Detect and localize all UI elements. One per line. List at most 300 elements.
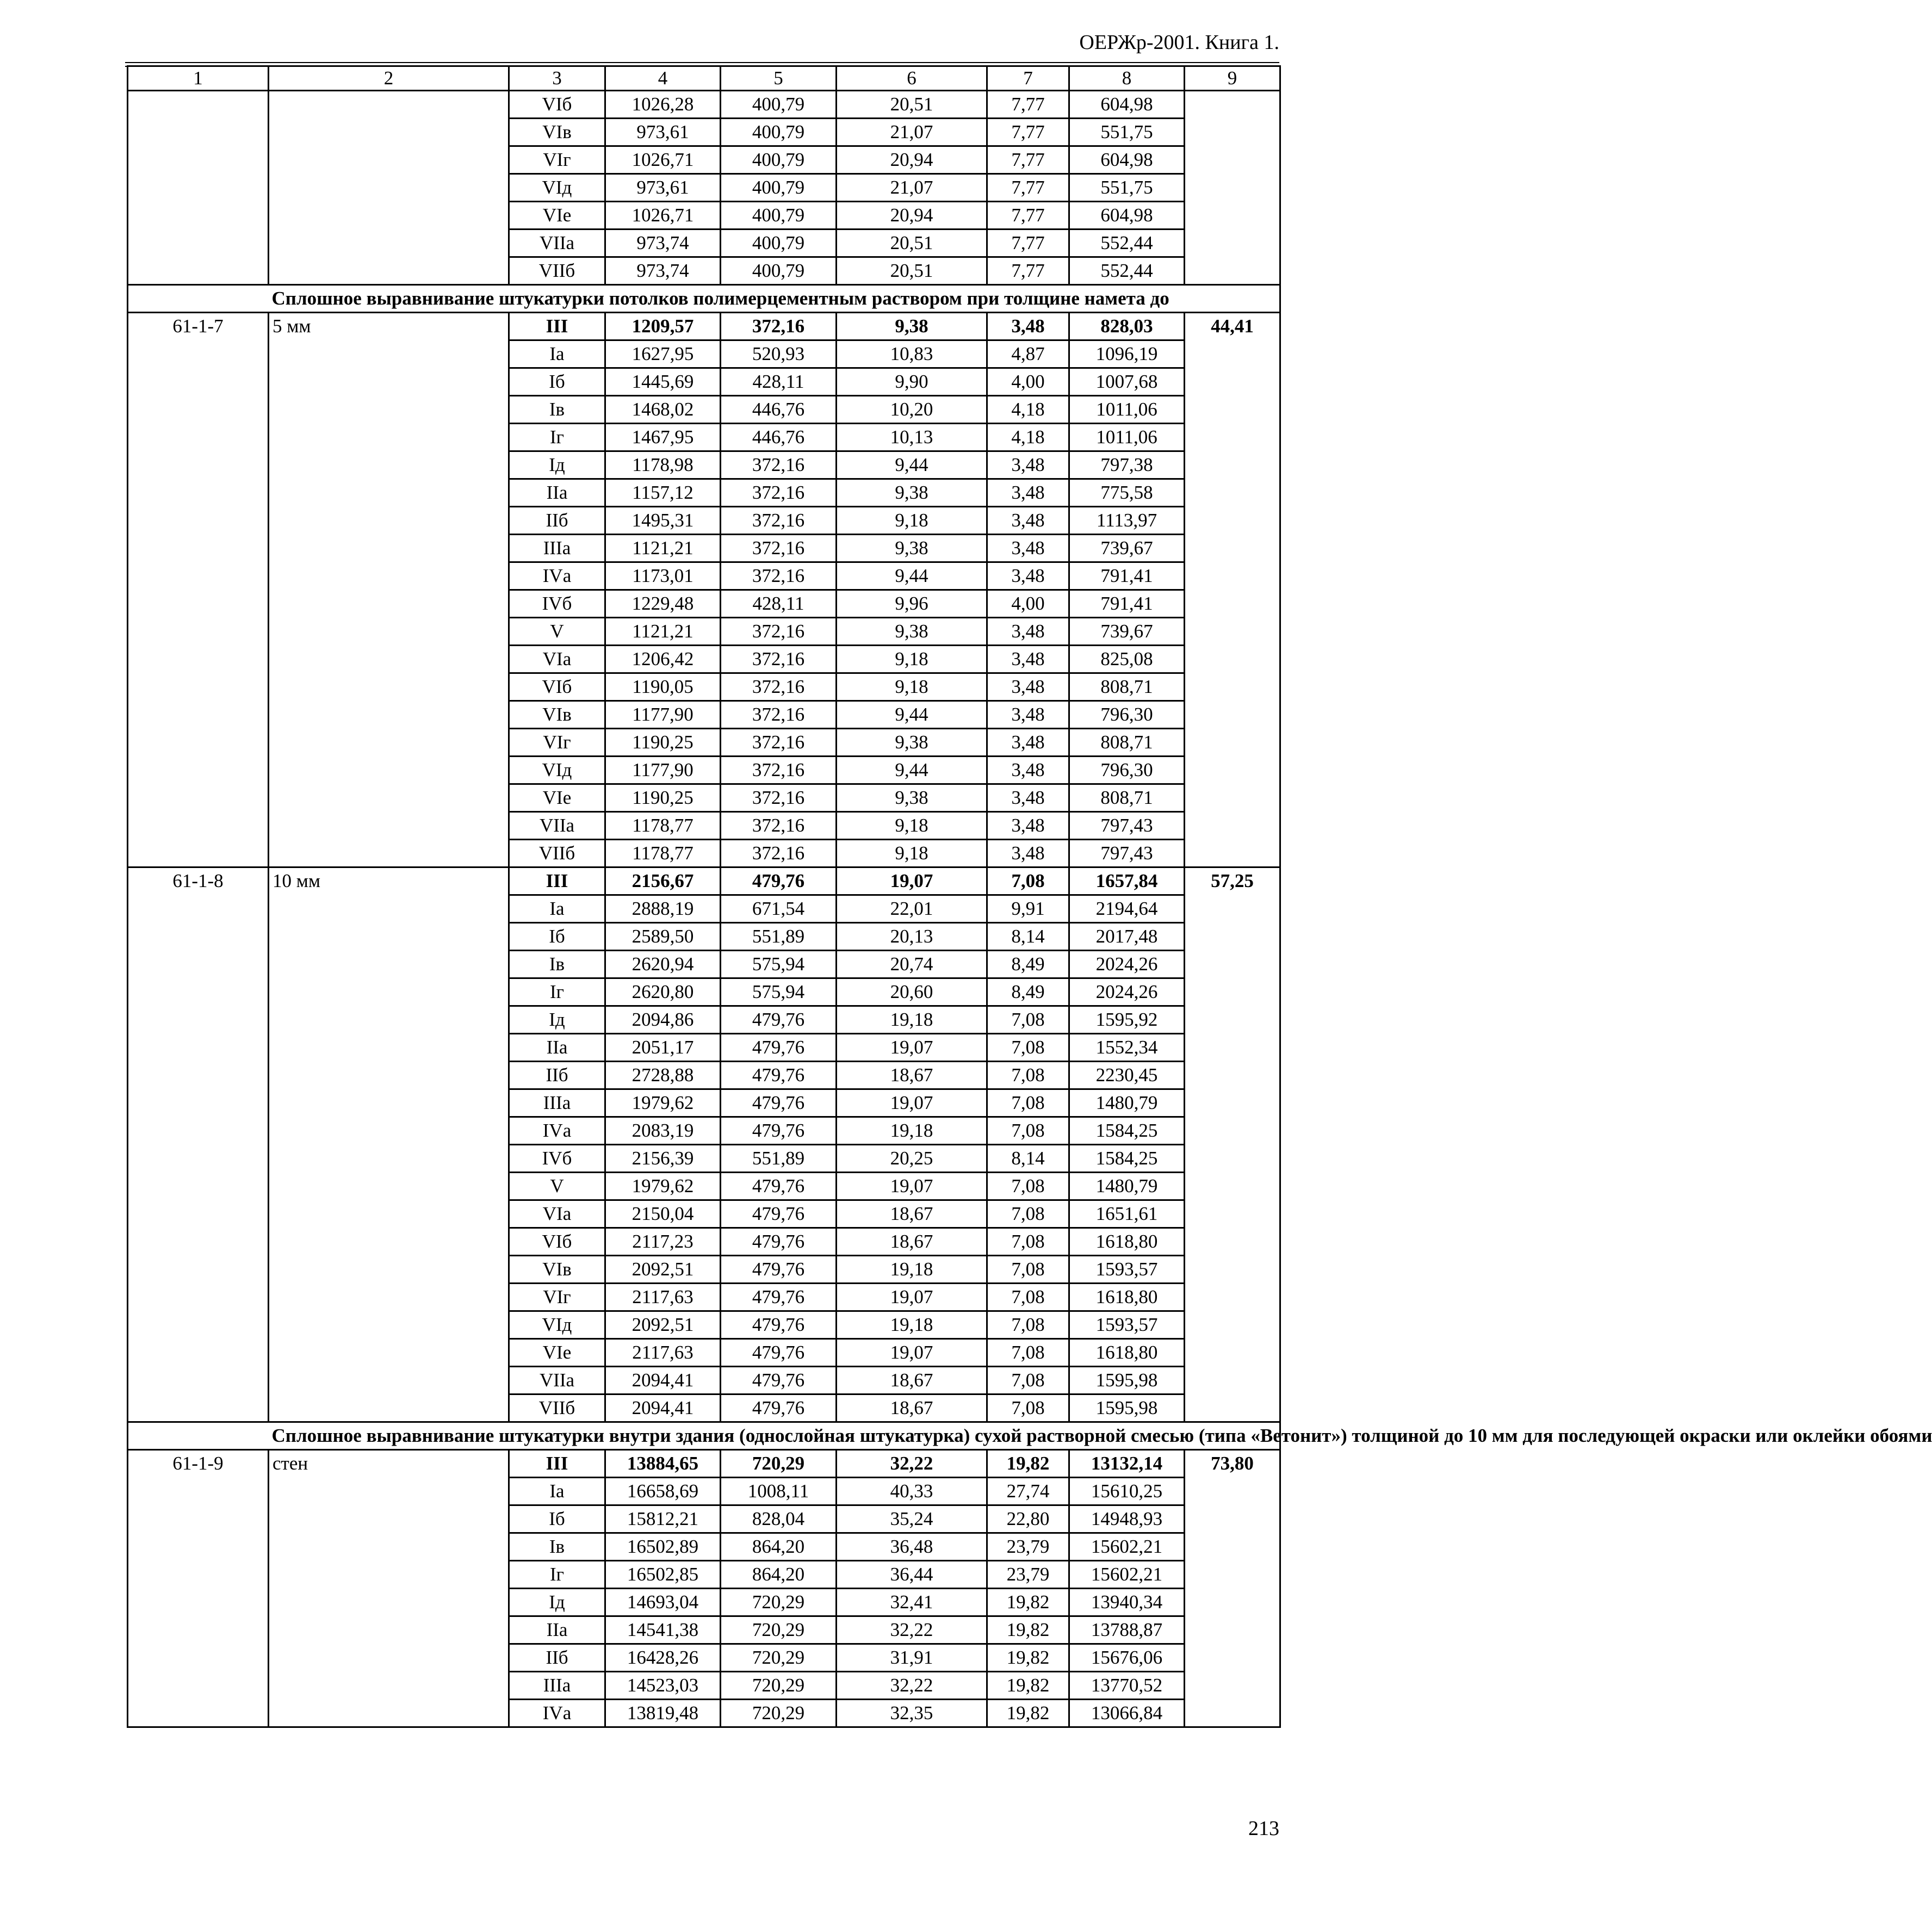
cell-region-code: VIIб <box>509 840 605 867</box>
cell-direct-cost: 2620,80 <box>605 978 721 1006</box>
cell-region-code: VIд <box>509 174 605 202</box>
cell-machine-cost: 32,22 <box>837 1672 987 1700</box>
cell-material-cost: 15610,25 <box>1069 1478 1185 1505</box>
cell-direct-cost: 1190,25 <box>605 784 721 812</box>
cell-machine-labor-cost: 7,08 <box>987 1367 1069 1394</box>
cell-machine-cost: 19,07 <box>837 1173 987 1200</box>
cell-labor-cost: 372,16 <box>721 729 837 757</box>
cell-machine-labor-cost: 7,77 <box>987 230 1069 257</box>
cell-machine-cost: 36,44 <box>837 1561 987 1589</box>
cell-region-code: V <box>509 618 605 646</box>
cell-region-code: VIIа <box>509 1367 605 1394</box>
cell-machine-cost: 9,38 <box>837 535 987 562</box>
cell-direct-cost: 1177,90 <box>605 757 721 784</box>
cell-labor-cost: 372,16 <box>721 701 837 729</box>
cell-material-cost: 828,03 <box>1069 313 1185 340</box>
cell-labor-cost: 479,76 <box>721 1117 837 1145</box>
cell-machine-labor-cost: 19,82 <box>987 1644 1069 1672</box>
cell-material-cost: 791,41 <box>1069 562 1185 590</box>
cell-machine-cost: 10,20 <box>837 396 987 424</box>
cell-machine-labor-cost: 19,82 <box>987 1672 1069 1700</box>
cell-region-code: III <box>509 867 605 895</box>
cell-labor-cost: 400,79 <box>721 202 837 230</box>
cell-machine-cost: 21,07 <box>837 119 987 146</box>
cell-machine-cost: 19,18 <box>837 1006 987 1034</box>
cell-machine-labor-cost: 3,48 <box>987 840 1069 867</box>
cell-labor-cost: 720,29 <box>721 1450 837 1478</box>
cell-machine-cost: 9,18 <box>837 840 987 867</box>
header-rule-top <box>125 62 1279 63</box>
cell-machine-labor-cost: 8,14 <box>987 923 1069 951</box>
cell-machine-cost: 18,67 <box>837 1200 987 1228</box>
cell-direct-cost: 2094,41 <box>605 1394 721 1422</box>
cell-material-cost: 552,44 <box>1069 230 1185 257</box>
cell-direct-cost: 2117,63 <box>605 1339 721 1367</box>
cell-region-code: VIг <box>509 146 605 174</box>
cell-material-cost: 1584,25 <box>1069 1117 1185 1145</box>
cell-direct-cost: 15812,21 <box>605 1505 721 1533</box>
cell-machine-cost: 20,60 <box>837 978 987 1006</box>
cell-region-code: VIд <box>509 757 605 784</box>
cell-machine-cost: 20,51 <box>837 257 987 285</box>
cell-code: 61-1-8 <box>128 867 269 1422</box>
cell-material-cost: 797,43 <box>1069 812 1185 840</box>
cell-machine-labor-cost: 7,08 <box>987 1089 1069 1117</box>
cell-machine-labor-cost: 19,82 <box>987 1589 1069 1616</box>
cell-direct-cost: 1121,21 <box>605 618 721 646</box>
cell-labor-cost: 864,20 <box>721 1561 837 1589</box>
cell-col9 <box>1185 91 1280 285</box>
cell-material-cost: 1618,80 <box>1069 1339 1185 1367</box>
cell-machine-cost: 32,22 <box>837 1450 987 1478</box>
cell-labor-cost: 400,79 <box>721 257 837 285</box>
cell-labor-cost: 428,11 <box>721 590 837 618</box>
cell-direct-cost: 1467,95 <box>605 424 721 451</box>
cell-region-code: III <box>509 1450 605 1478</box>
cell-labor-cost: 446,76 <box>721 424 837 451</box>
cell-material-cost: 1480,79 <box>1069 1173 1185 1200</box>
cell-col9: 73,80 <box>1185 1450 1280 1727</box>
cell-code: 61-1-9 <box>128 1450 269 1727</box>
cell-direct-cost: 2150,04 <box>605 1200 721 1228</box>
cell-machine-labor-cost: 3,48 <box>987 479 1069 507</box>
cell-labor-cost: 400,79 <box>721 119 837 146</box>
cell-material-cost: 604,98 <box>1069 146 1185 174</box>
cell-direct-cost: 1209,57 <box>605 313 721 340</box>
cell-direct-cost: 2156,67 <box>605 867 721 895</box>
cell-region-code: Iа <box>509 340 605 368</box>
cell-region-code: Iа <box>509 1478 605 1505</box>
cell-region-code: Iг <box>509 424 605 451</box>
cell-machine-labor-cost: 3,48 <box>987 535 1069 562</box>
cell-material-cost: 15602,21 <box>1069 1561 1185 1589</box>
cell-machine-cost: 20,74 <box>837 951 987 978</box>
cell-labor-cost: 400,79 <box>721 230 837 257</box>
cell-machine-labor-cost: 22,80 <box>987 1505 1069 1533</box>
cell-code <box>128 91 269 285</box>
cell-direct-cost: 14523,03 <box>605 1672 721 1700</box>
cell-material-cost: 1618,80 <box>1069 1228 1185 1256</box>
cell-region-code: Iб <box>509 368 605 396</box>
cell-machine-cost: 19,07 <box>837 1034 987 1062</box>
cell-direct-cost: 1157,12 <box>605 479 721 507</box>
cell-labor-cost: 720,29 <box>721 1700 837 1727</box>
cell-machine-labor-cost: 7,08 <box>987 1034 1069 1062</box>
cell-labor-cost: 479,76 <box>721 867 837 895</box>
cell-labor-cost: 372,16 <box>721 535 837 562</box>
cell-region-code: IVб <box>509 1145 605 1173</box>
cell-labor-cost: 720,29 <box>721 1672 837 1700</box>
cell-labor-cost: 479,76 <box>721 1256 837 1284</box>
cell-labor-cost: 479,76 <box>721 1062 837 1089</box>
cell-labor-cost: 479,76 <box>721 1311 837 1339</box>
cell-region-code: VIIб <box>509 257 605 285</box>
cell-machine-labor-cost: 8,49 <box>987 951 1069 978</box>
cell-direct-cost: 2888,19 <box>605 895 721 923</box>
cell-direct-cost: 973,74 <box>605 230 721 257</box>
cell-machine-labor-cost: 4,18 <box>987 396 1069 424</box>
cell-region-code: Iб <box>509 1505 605 1533</box>
cell-machine-labor-cost: 4,00 <box>987 368 1069 396</box>
cell-material-cost: 1480,79 <box>1069 1089 1185 1117</box>
cell-direct-cost: 2092,51 <box>605 1256 721 1284</box>
table-row <box>128 1450 1280 1478</box>
cell-direct-cost: 1206,42 <box>605 646 721 673</box>
cell-machine-labor-cost: 19,82 <box>987 1450 1069 1478</box>
cell-machine-labor-cost: 23,79 <box>987 1561 1069 1589</box>
cell-machine-cost: 20,13 <box>837 923 987 951</box>
column-number-5: 5 <box>721 66 837 91</box>
section-title: Сплошное выравнивание штукатурки потолков полимерцементным раствором при толщине намета до <box>269 285 1280 313</box>
cell-material-cost: 15602,21 <box>1069 1533 1185 1561</box>
cell-labor-cost: 551,89 <box>721 1145 837 1173</box>
cell-direct-cost: 2094,41 <box>605 1367 721 1394</box>
cell-material-cost: 1096,19 <box>1069 340 1185 368</box>
cell-direct-cost: 2156,39 <box>605 1145 721 1173</box>
cell-region-code: VIв <box>509 119 605 146</box>
cell-labor-cost: 400,79 <box>721 174 837 202</box>
cell-machine-labor-cost: 7,08 <box>987 867 1069 895</box>
cell-region-code: Iг <box>509 1561 605 1589</box>
cell-material-cost: 14948,93 <box>1069 1505 1185 1533</box>
cell-labor-cost: 720,29 <box>721 1616 837 1644</box>
cell-material-cost: 604,98 <box>1069 91 1185 119</box>
cell-material-cost: 2194,64 <box>1069 895 1185 923</box>
cell-machine-cost: 18,67 <box>837 1367 987 1394</box>
cell-machine-cost: 19,07 <box>837 867 987 895</box>
cell-direct-cost: 1026,28 <box>605 91 721 119</box>
cell-material-cost: 2017,48 <box>1069 923 1185 951</box>
cell-labor-cost: 372,16 <box>721 451 837 479</box>
cell-machine-cost: 20,25 <box>837 1145 987 1173</box>
cell-machine-labor-cost: 19,82 <box>987 1616 1069 1644</box>
cell-direct-cost: 1026,71 <box>605 202 721 230</box>
cell-labor-cost: 446,76 <box>721 396 837 424</box>
cell-material-cost: 2024,26 <box>1069 978 1185 1006</box>
cell-direct-cost: 1495,31 <box>605 507 721 535</box>
cell-material-cost: 1011,06 <box>1069 424 1185 451</box>
cell-material-cost: 1651,61 <box>1069 1200 1185 1228</box>
cell-machine-labor-cost: 7,77 <box>987 146 1069 174</box>
cell-name: 5 мм <box>269 313 509 867</box>
cell-labor-cost: 372,16 <box>721 757 837 784</box>
cell-machine-labor-cost: 3,48 <box>987 646 1069 673</box>
cell-machine-labor-cost: 4,00 <box>987 590 1069 618</box>
cell-col9: 44,41 <box>1185 313 1280 867</box>
cell-material-cost: 808,71 <box>1069 673 1185 701</box>
cell-machine-cost: 32,41 <box>837 1589 987 1616</box>
column-number-8: 8 <box>1069 66 1185 91</box>
cell-direct-cost: 2094,86 <box>605 1006 721 1034</box>
section-indent <box>128 1422 269 1450</box>
cell-direct-cost: 14693,04 <box>605 1589 721 1616</box>
cell-region-code: IVб <box>509 590 605 618</box>
cell-machine-labor-cost: 3,48 <box>987 313 1069 340</box>
column-number-9: 9 <box>1185 66 1280 91</box>
cell-material-cost: 1595,92 <box>1069 1006 1185 1034</box>
cell-machine-labor-cost: 3,48 <box>987 757 1069 784</box>
cell-region-code: VIб <box>509 673 605 701</box>
cell-region-code: VIв <box>509 1256 605 1284</box>
cell-direct-cost: 16658,69 <box>605 1478 721 1505</box>
cell-machine-cost: 9,90 <box>837 368 987 396</box>
cell-labor-cost: 372,16 <box>721 784 837 812</box>
cell-machine-cost: 9,44 <box>837 757 987 784</box>
cell-material-cost: 808,71 <box>1069 729 1185 757</box>
cell-region-code: VIе <box>509 1339 605 1367</box>
cell-direct-cost: 1627,95 <box>605 340 721 368</box>
cell-machine-cost: 20,94 <box>837 146 987 174</box>
cell-labor-cost: 720,29 <box>721 1644 837 1672</box>
cell-direct-cost: 16428,26 <box>605 1644 721 1672</box>
cell-region-code: V <box>509 1173 605 1200</box>
cell-machine-labor-cost: 7,77 <box>987 91 1069 119</box>
cell-direct-cost: 13819,48 <box>605 1700 721 1727</box>
cell-machine-cost: 9,96 <box>837 590 987 618</box>
cell-labor-cost: 828,04 <box>721 1505 837 1533</box>
column-number-row <box>128 66 1280 91</box>
cell-machine-cost: 32,35 <box>837 1700 987 1727</box>
cell-machine-labor-cost: 7,77 <box>987 257 1069 285</box>
cell-labor-cost: 479,76 <box>721 1006 837 1034</box>
cell-material-cost: 796,30 <box>1069 757 1185 784</box>
cell-labor-cost: 372,16 <box>721 507 837 535</box>
cell-region-code: III <box>509 313 605 340</box>
table-row <box>128 867 1280 895</box>
cell-direct-cost: 1979,62 <box>605 1173 721 1200</box>
cell-region-code: IIа <box>509 479 605 507</box>
cell-machine-cost: 18,67 <box>837 1228 987 1256</box>
cell-labor-cost: 520,93 <box>721 340 837 368</box>
cell-machine-cost: 9,18 <box>837 507 987 535</box>
cell-material-cost: 13940,34 <box>1069 1589 1185 1616</box>
cell-material-cost: 1007,68 <box>1069 368 1185 396</box>
cell-direct-cost: 1190,25 <box>605 729 721 757</box>
column-number-1: 1 <box>128 66 269 91</box>
cell-labor-cost: 479,76 <box>721 1394 837 1422</box>
cell-region-code: IIа <box>509 1616 605 1644</box>
cell-material-cost: 1552,34 <box>1069 1034 1185 1062</box>
cell-machine-cost: 35,24 <box>837 1505 987 1533</box>
section-title: Сплошное выравнивание штукатурки внутри здания (однослойная штукатурка) сухой растворной смесью (типа «Ветонит») толщиной до 10 мм для последующей окраски или оклейки обоями <box>269 1422 1280 1450</box>
cell-machine-cost: 10,13 <box>837 424 987 451</box>
cell-machine-labor-cost: 4,87 <box>987 340 1069 368</box>
cell-material-cost: 739,67 <box>1069 618 1185 646</box>
cell-direct-cost: 1178,98 <box>605 451 721 479</box>
cell-labor-cost: 671,54 <box>721 895 837 923</box>
cell-machine-labor-cost: 4,18 <box>987 424 1069 451</box>
cell-region-code: Iб <box>509 923 605 951</box>
cell-direct-cost: 2051,17 <box>605 1034 721 1062</box>
cell-region-code: Iа <box>509 895 605 923</box>
cell-machine-labor-cost: 7,08 <box>987 1117 1069 1145</box>
cell-machine-cost: 9,38 <box>837 784 987 812</box>
cell-direct-cost: 16502,85 <box>605 1561 721 1589</box>
cell-material-cost: 739,67 <box>1069 535 1185 562</box>
cell-region-code: IIб <box>509 1062 605 1089</box>
cell-machine-cost: 22,01 <box>837 895 987 923</box>
cell-direct-cost: 1229,48 <box>605 590 721 618</box>
section-row <box>128 1422 1280 1450</box>
cell-labor-cost: 479,76 <box>721 1228 837 1256</box>
cell-region-code: IIIа <box>509 535 605 562</box>
cell-labor-cost: 372,16 <box>721 618 837 646</box>
cell-machine-labor-cost: 7,08 <box>987 1062 1069 1089</box>
section-row <box>128 285 1280 313</box>
rates-table-body <box>128 66 1932 1727</box>
column-number-4: 4 <box>605 66 721 91</box>
cell-direct-cost: 14541,38 <box>605 1616 721 1644</box>
cell-machine-labor-cost: 7,77 <box>987 174 1069 202</box>
cell-labor-cost: 372,16 <box>721 646 837 673</box>
cell-material-cost: 13770,52 <box>1069 1672 1185 1700</box>
cell-labor-cost: 372,16 <box>721 562 837 590</box>
cell-labor-cost: 372,16 <box>721 673 837 701</box>
cell-material-cost: 1595,98 <box>1069 1394 1185 1422</box>
column-number-3: 3 <box>509 66 605 91</box>
cell-machine-cost: 9,38 <box>837 618 987 646</box>
cell-region-code: Iд <box>509 1589 605 1616</box>
cell-machine-labor-cost: 3,48 <box>987 562 1069 590</box>
cell-region-code: IIб <box>509 1644 605 1672</box>
cell-labor-cost: 575,94 <box>721 978 837 1006</box>
cell-labor-cost: 372,16 <box>721 479 837 507</box>
cell-region-code: VIа <box>509 1200 605 1228</box>
cell-machine-cost: 19,18 <box>837 1117 987 1145</box>
cell-region-code: Iв <box>509 396 605 424</box>
cell-labor-cost: 400,79 <box>721 91 837 119</box>
cell-direct-cost: 16502,89 <box>605 1533 721 1561</box>
cell-region-code: IIIа <box>509 1089 605 1117</box>
cell-labor-cost: 479,76 <box>721 1339 837 1367</box>
cell-machine-labor-cost: 3,48 <box>987 784 1069 812</box>
cell-material-cost: 551,75 <box>1069 119 1185 146</box>
cell-material-cost: 1593,57 <box>1069 1256 1185 1284</box>
section-indent <box>128 285 269 313</box>
cell-machine-labor-cost: 7,08 <box>987 1311 1069 1339</box>
cell-machine-cost: 9,44 <box>837 701 987 729</box>
cell-region-code: VIа <box>509 646 605 673</box>
cell-material-cost: 15676,06 <box>1069 1644 1185 1672</box>
cell-machine-labor-cost: 7,08 <box>987 1284 1069 1311</box>
cell-direct-cost: 2092,51 <box>605 1311 721 1339</box>
cell-material-cost: 13132,14 <box>1069 1450 1185 1478</box>
cell-machine-cost: 31,91 <box>837 1644 987 1672</box>
cell-material-cost: 1595,98 <box>1069 1367 1185 1394</box>
cell-region-code: Iв <box>509 1533 605 1561</box>
cell-material-cost: 13066,84 <box>1069 1700 1185 1727</box>
cell-region-code: Iд <box>509 451 605 479</box>
cell-labor-cost: 551,89 <box>721 923 837 951</box>
cell-machine-cost: 9,38 <box>837 479 987 507</box>
cell-labor-cost: 479,76 <box>721 1200 837 1228</box>
cell-material-cost: 796,30 <box>1069 701 1185 729</box>
cell-region-code: VIд <box>509 1311 605 1339</box>
cell-machine-labor-cost: 7,08 <box>987 1173 1069 1200</box>
cell-direct-cost: 2083,19 <box>605 1117 721 1145</box>
cell-material-cost: 2230,45 <box>1069 1062 1185 1089</box>
cell-machine-labor-cost: 7,08 <box>987 1228 1069 1256</box>
cell-machine-cost: 20,51 <box>837 230 987 257</box>
cell-material-cost: 1657,84 <box>1069 867 1185 895</box>
cell-direct-cost: 1178,77 <box>605 840 721 867</box>
cell-labor-cost: 372,16 <box>721 840 837 867</box>
cell-machine-cost: 18,67 <box>837 1062 987 1089</box>
cell-direct-cost: 2117,63 <box>605 1284 721 1311</box>
cell-region-code: VIе <box>509 784 605 812</box>
cell-region-code: IVа <box>509 1117 605 1145</box>
cell-machine-labor-cost: 7,08 <box>987 1006 1069 1034</box>
cell-material-cost: 1113,97 <box>1069 507 1185 535</box>
cell-region-code: VIIа <box>509 230 605 257</box>
cell-machine-cost: 9,38 <box>837 729 987 757</box>
cell-direct-cost: 2117,23 <box>605 1228 721 1256</box>
cell-machine-cost: 9,44 <box>837 451 987 479</box>
cell-region-code: VIб <box>509 91 605 119</box>
cell-machine-labor-cost: 3,48 <box>987 507 1069 535</box>
cell-machine-cost: 19,07 <box>837 1089 987 1117</box>
cell-region-code: IVа <box>509 1700 605 1727</box>
cell-machine-labor-cost: 23,79 <box>987 1533 1069 1561</box>
cell-name <box>269 91 509 285</box>
cell-machine-cost: 36,48 <box>837 1533 987 1561</box>
cell-material-cost: 604,98 <box>1069 202 1185 230</box>
cell-machine-labor-cost: 3,48 <box>987 729 1069 757</box>
cell-direct-cost: 973,74 <box>605 257 721 285</box>
cell-machine-cost: 19,07 <box>837 1284 987 1311</box>
cell-machine-cost: 20,51 <box>837 91 987 119</box>
cell-region-code: IIб <box>509 507 605 535</box>
cell-region-code: Iд <box>509 1006 605 1034</box>
cell-direct-cost: 1026,71 <box>605 146 721 174</box>
cell-labor-cost: 372,16 <box>721 313 837 340</box>
cell-direct-cost: 2589,50 <box>605 923 721 951</box>
cell-material-cost: 1011,06 <box>1069 396 1185 424</box>
cell-region-code: Iг <box>509 978 605 1006</box>
document-header-title: ОЕРЖр-2001. Книга 1. <box>1079 31 1279 54</box>
cell-machine-cost: 9,18 <box>837 812 987 840</box>
cell-machine-labor-cost: 3,48 <box>987 618 1069 646</box>
cell-labor-cost: 479,76 <box>721 1173 837 1200</box>
cell-direct-cost: 1177,90 <box>605 701 721 729</box>
cell-machine-labor-cost: 27,74 <box>987 1478 1069 1505</box>
cell-direct-cost: 13884,65 <box>605 1450 721 1478</box>
cell-labor-cost: 479,76 <box>721 1367 837 1394</box>
cell-material-cost: 775,58 <box>1069 479 1185 507</box>
cell-direct-cost: 1121,21 <box>605 535 721 562</box>
cell-machine-labor-cost: 3,48 <box>987 673 1069 701</box>
cell-machine-labor-cost: 3,48 <box>987 812 1069 840</box>
